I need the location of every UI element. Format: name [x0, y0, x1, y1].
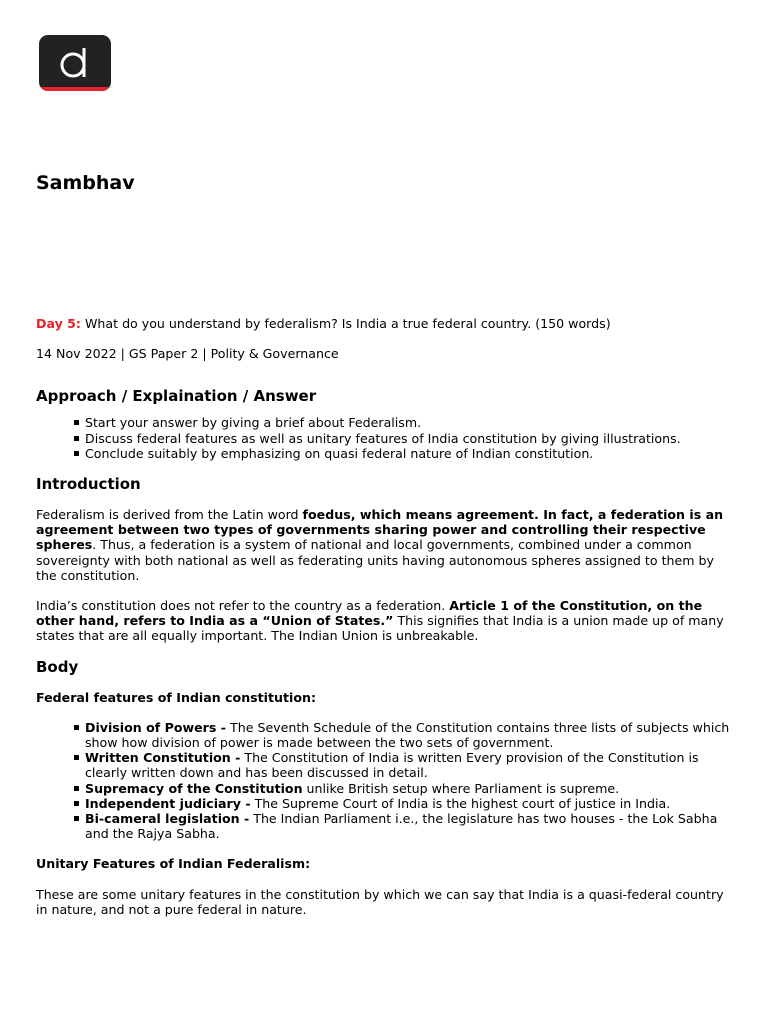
list-item: Conclude suitably by emphasizing on quasi federal nature of Indian constitution.: [85, 446, 736, 461]
question: [36, 316, 736, 331]
text-span: . Thus, a federation is a system of national and local governments, combined under a common sovereignty with both national as well as federating units having autonomous spheres assigned to them by the constitution.: [36, 537, 714, 583]
unitary-features-heading: [36, 856, 736, 871]
introduction-heading: Introduction: [36, 475, 141, 494]
term-text: unlike British setup where Parliament is supreme.: [302, 780, 620, 796]
list-item: [85, 811, 736, 841]
day-label: Day 5:: [36, 316, 81, 331]
list-item: [85, 720, 736, 750]
federal-features-list: [36, 720, 736, 842]
term: Division of Powers -: [85, 719, 227, 735]
text-span: This signifies that India is a union made up of many states that are all equally important. The Indian Union is unbreakable.: [36, 613, 724, 644]
bold-span: foedus, which means agreement. In fact, a federation is an agreement between two types of governments sharing power and controlling their respective spheres: [36, 507, 724, 553]
drishti-logo: [39, 35, 111, 91]
list-item: [85, 781, 736, 796]
list-item: Discuss federal features as well as unitary features of India constitution by giving illustrations.: [85, 431, 736, 446]
logo-accent-bar: [39, 87, 111, 91]
approach-heading: Approach / Explaination / Answer: [36, 387, 317, 406]
term-text: The Supreme Court of India is the highest court of justice in India.: [250, 795, 671, 811]
page-title: Sambhav: [36, 172, 135, 194]
bold-span: Unitary Features of Indian Federalism:: [36, 856, 311, 872]
term: Bi-cameral legislation -: [85, 811, 250, 827]
unitary-features-paragraph: These are some unitary features in the constitution by which we can say that India is a quasi-federal country in nature, and not a pure federal in nature.: [36, 886, 724, 917]
meta-info: 14 Nov 2022 | GS Paper 2 | Polity & Governance: [36, 346, 339, 362]
drishti-d-logo-icon: [39, 35, 111, 91]
term-text: The Constitution of India is written Every provision of the Constitution is clearly written down and has been discussed in detail.: [85, 750, 699, 781]
term-text: The Seventh Schedule of the Constitution contains three lists of subjects which show how division of power is made between the two sets of government.: [85, 719, 730, 751]
term-text: The Indian Parliament i.e., the legislature has two houses - the Lok Sabha and the Rajya Sabha.: [85, 811, 718, 842]
text-span: Federalism is derived from the Latin word: [36, 507, 303, 523]
approach-list: [36, 415, 736, 461]
document-content: [36, 316, 736, 917]
intro-paragraph-2: [36, 598, 736, 644]
list-item: Start your answer by giving a brief about Federalism.: [85, 415, 736, 430]
term: Supremacy of the Constitution: [85, 780, 303, 796]
term: Written Constitution -: [85, 750, 241, 766]
intro-paragraph-1: [36, 507, 736, 583]
federal-features-heading: [36, 690, 736, 705]
text-span: India’s constitution does not refer to the country as a federation.: [36, 598, 450, 614]
bold-span: Federal features of Indian constitution:: [36, 689, 316, 705]
question-text: What do you understand by federalism? Is India a true federal country. (150 words): [80, 316, 611, 331]
body-heading: Body: [36, 657, 79, 676]
list-item: [85, 796, 736, 811]
list-item: [85, 750, 736, 780]
term: Independent judiciary -: [85, 795, 251, 811]
bold-span: Article 1 of the Constitution, on the other hand, refers to India as a “Union of States.”: [36, 598, 703, 629]
